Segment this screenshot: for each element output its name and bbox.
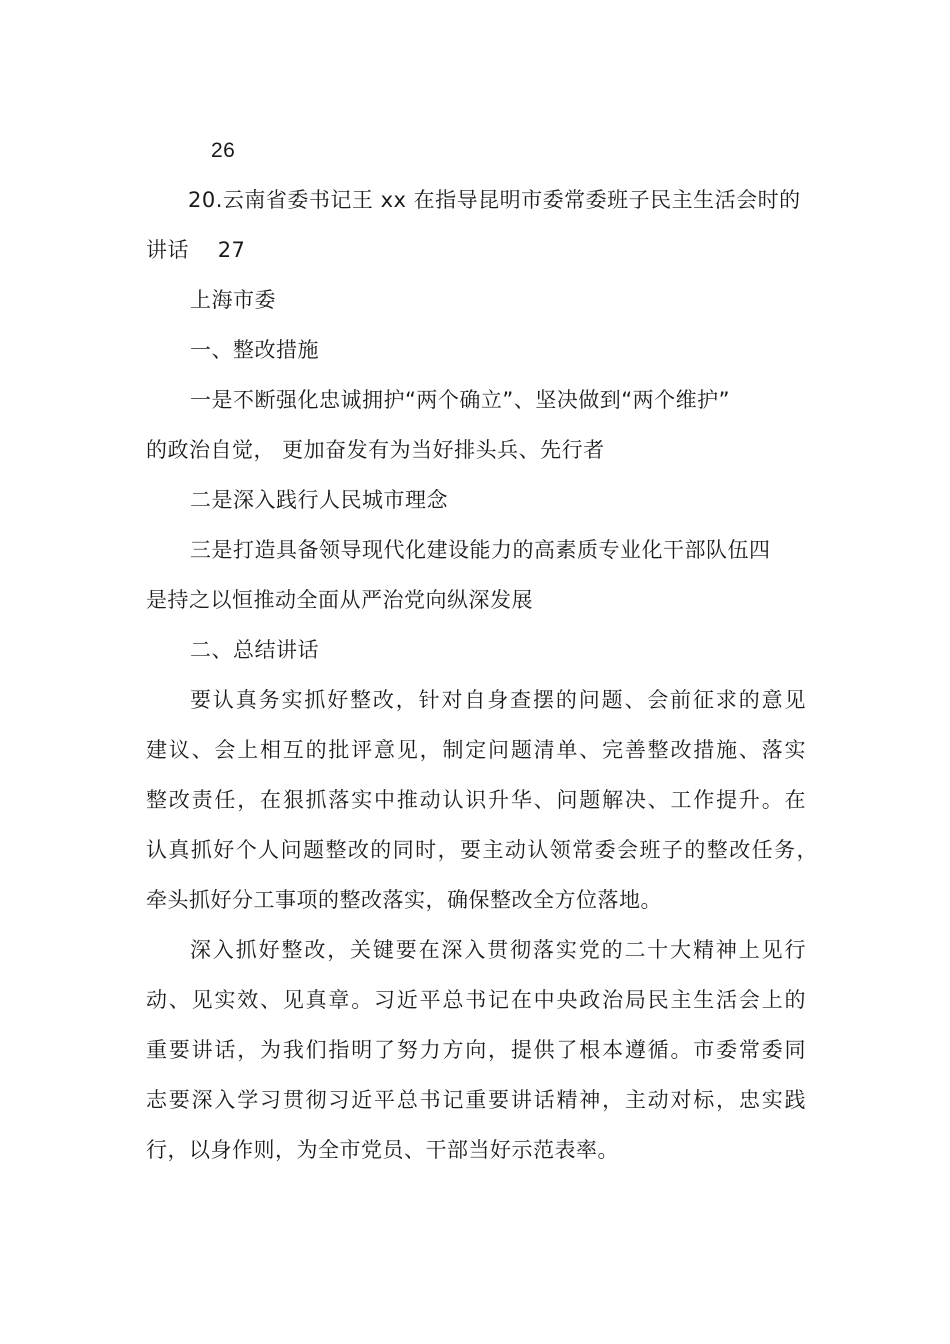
paragraph-1-line: 要认真务实抓好整改，针对自身查摆的问题、会前征求的意见 (190, 688, 806, 712)
toc-page-number: 26 (211, 139, 236, 162)
paragraph-2-line: 动、见实效、见真章。习近平总书记在中央政治局民主生活会上的 (146, 988, 806, 1012)
paragraph-1-line: 整改责任，在狠抓落实中推动认识升华、问题解决、工作提升。在 (146, 788, 806, 812)
section-heading-1: 一、整改措施 (190, 338, 319, 362)
section-heading-2: 二、总结讲话 (190, 638, 319, 662)
toc-item-20-line1: 20.云南省委书记王 xx 在指导昆明市委常委班子民主生活会时的 (188, 188, 801, 212)
paragraph-2-line: 深入抓好整改，关键要在深入贯彻落实党的二十大精神上见行 (190, 938, 806, 962)
measure-3-line1: 三是打造具备领导现代化建设能力的高素质专业化干部队伍四 (190, 538, 771, 562)
paragraph-2-line: 重要讲话，为我们指明了努力方向，提供了根本遵循。市委常委同 (146, 1038, 806, 1062)
paragraph-1-line: 建议、会上相互的批评意见，制定问题清单、完善整改措施、落实 (146, 738, 806, 762)
toc-item-20-line2: 讲话 27 (146, 238, 246, 262)
paragraph-1-line: 认真抓好个人问题整改的同时，要主动认领常委会班子的整改任务， (146, 838, 818, 862)
paragraph-2-line: 行，以身作则，为全市党员、干部当好示范表率。 (146, 1138, 619, 1162)
paragraph-1-line: 牵头抓好分工事项的整改落实，确保整改全方位落地。 (146, 888, 662, 912)
measure-2: 二是深入践行人民城市理念 (190, 488, 448, 512)
measure-1-line2: 的政治自觉， 更加奋发有为当好排头兵、先行者 (146, 438, 605, 462)
paragraph-2-line: 志要深入学习贯彻习近平总书记重要讲话精神，主动对标，忠实践 (146, 1088, 806, 1112)
measure-1-line1: 一是不断强化忠诚拥护“两个确立”、坚决做到“两个维护” (190, 388, 731, 412)
measure-3-line2: 是持之以恒推动全面从严治党向纵深发展 (146, 588, 533, 612)
org-heading: 上海市委 (190, 288, 276, 312)
